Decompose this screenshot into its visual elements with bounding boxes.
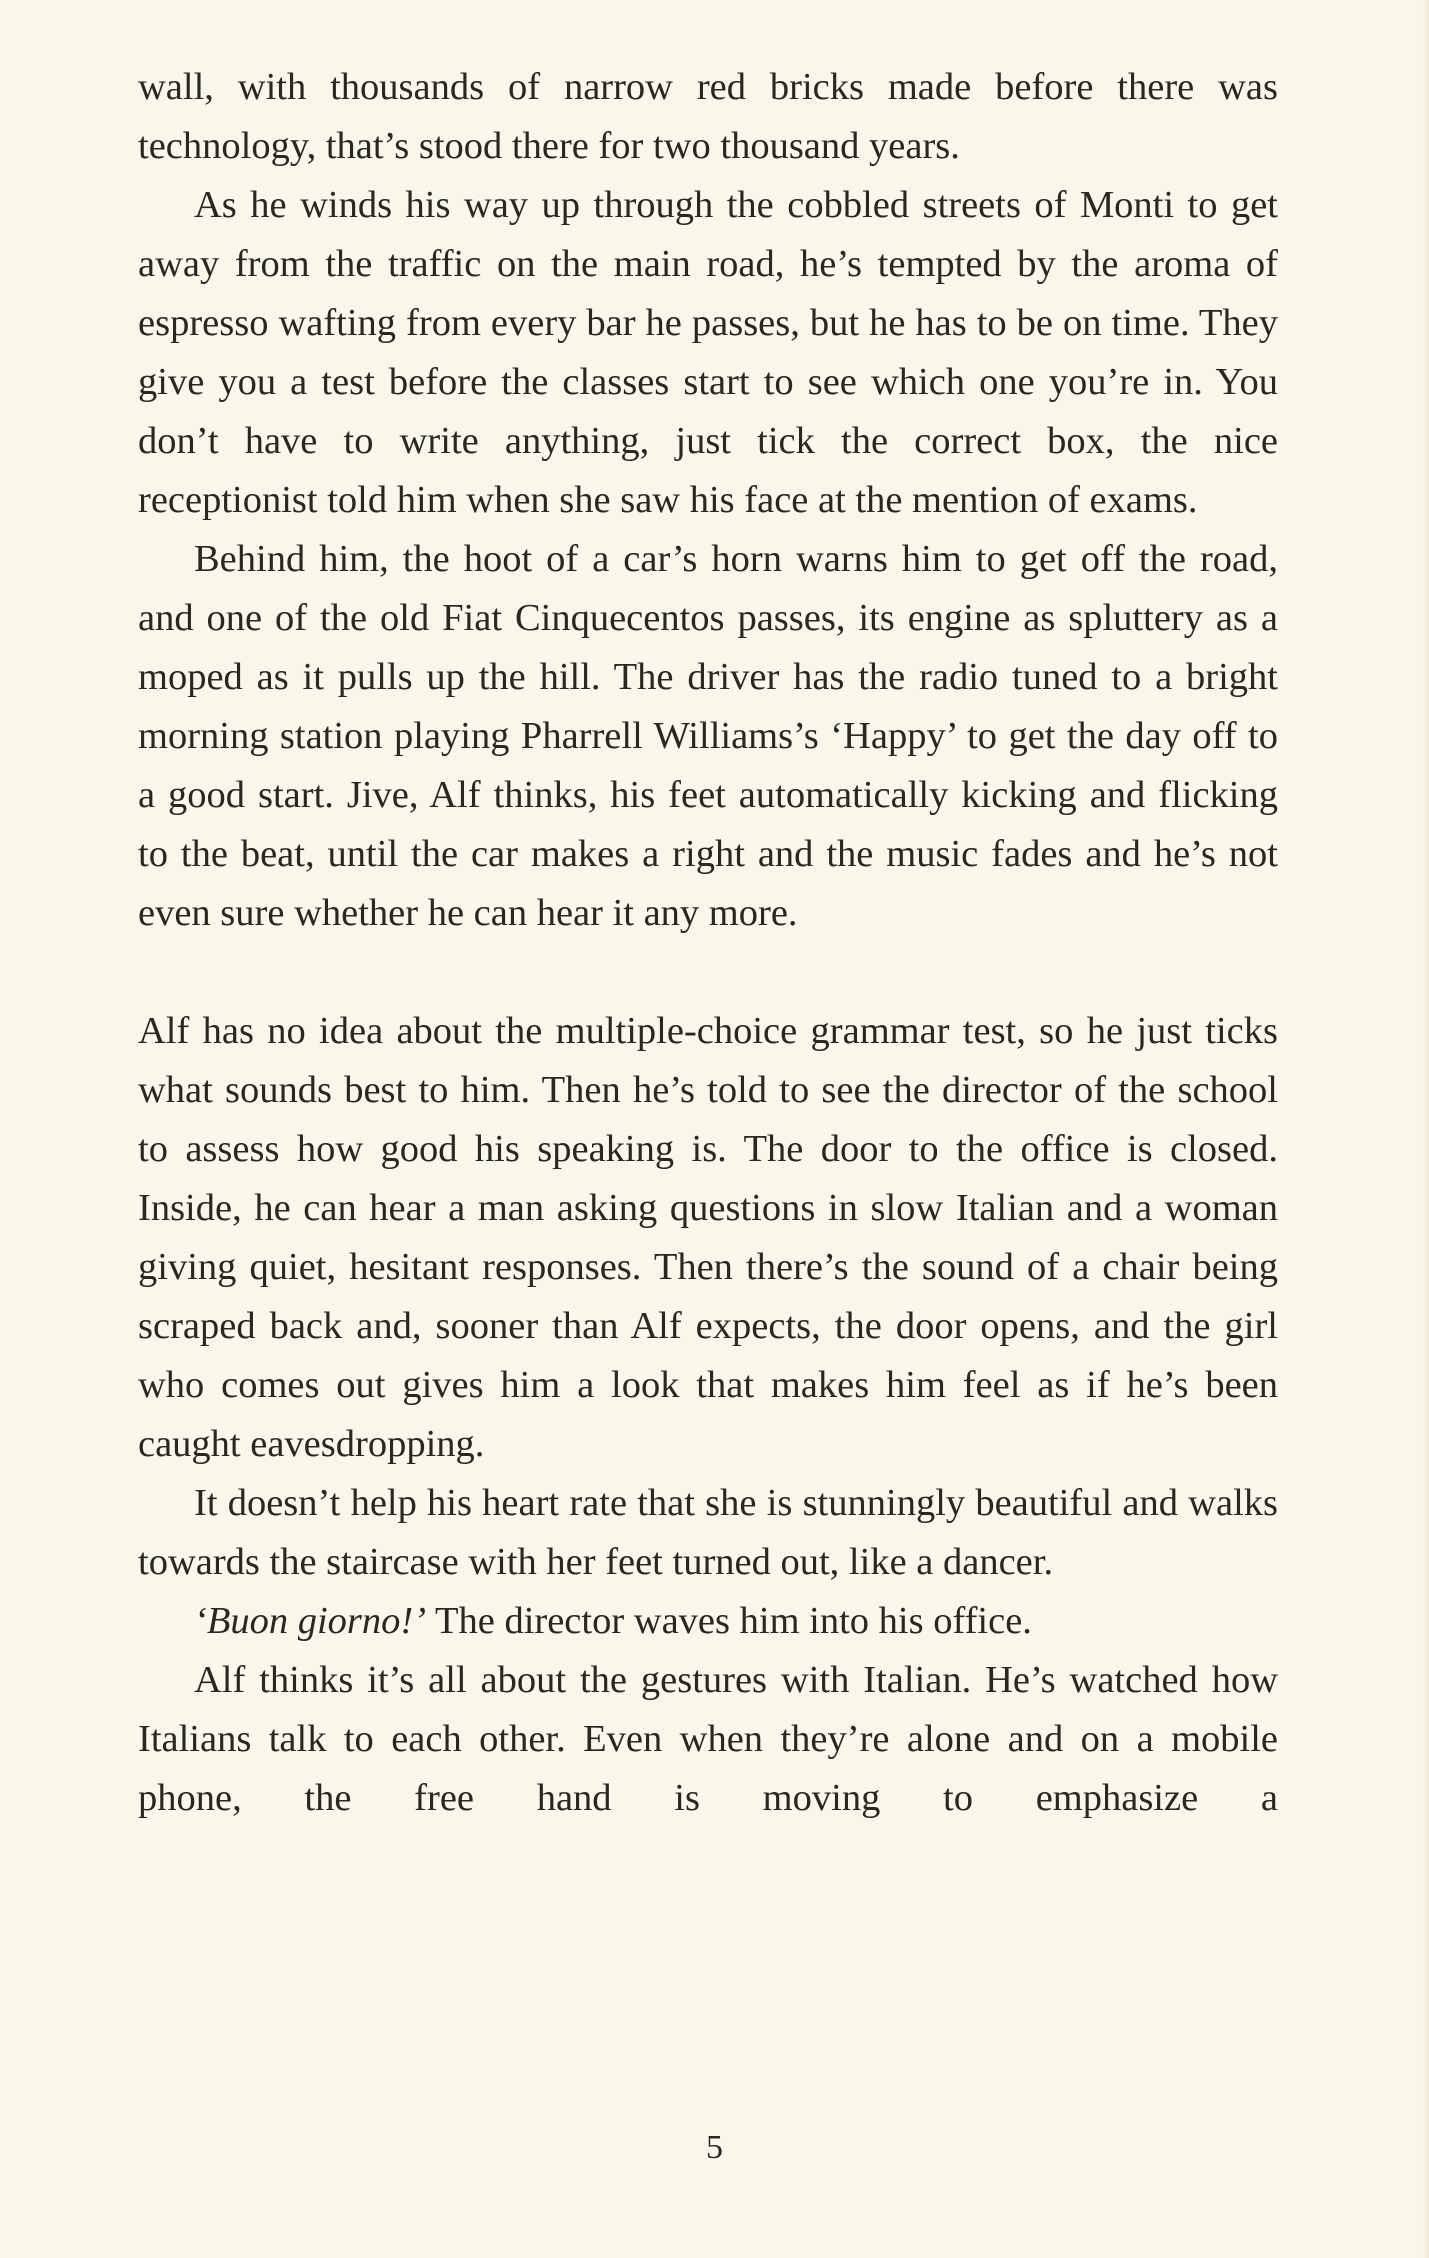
paragraph-3: Behind him, the hoot of a car’s horn warns him to get off the road, and one of the old Fiat Cinquecentos passes, its engine as spluttery as a moped as it pulls up the hill. The driver has the radio tuned to a bright morning station playing Pharrell Williams’s ‘Happy’ to get the day off to a good start. Jive, Alf thinks, his feet automatically kicking and flicking to the beat, until the car makes a right and the music fades and he’s not even sure whether he can hear it any more. — [138, 538, 1278, 934]
paragraph-4: Alf has no idea about the multiple-choice grammar test, so he just ticks what sounds best to him. Then he’s told to see the director of the school to assess how good his speaking is. The door to the office is closed. Inside, he can hear a man asking questions in slow Italian and a woman giving quiet, hesitant responses. Then there’s the sound of a chair being scraped back and, sooner than Alf expects, the door opens, and the girl who comes out gives him a look that makes him feel as if he’s been caught eavesdropping. — [138, 1010, 1278, 1465]
paragraph-7: Alf thinks it’s all about the gestures with Italian. He’s watched how Italians talk to each other. Even when they’re alone and on a mobile phone, the free hand is moving to emphasize a — [138, 1659, 1278, 1819]
paragraph-5: It doesn’t help his heart rate that she is stunningly beautiful and walks towards the staircase with her feet turned out, like a dancer. — [138, 1482, 1278, 1583]
paragraph-6 — [138, 1592, 1278, 1651]
paragraph-2: As he winds his way up through the cobbled streets of Monti to get away from the traffic on the main road, he’s tempted by the aroma of espresso wafting from every bar he passes, but he has to be on time. They give you a test before the classes start to see which one you’re in. You don’t have to write anything, just tick the correct box, the nice receptionist told him when she saw his face at the mention of exams. — [138, 184, 1278, 521]
scan-edge-shadow — [1423, 0, 1429, 2258]
paragraph-6-text: The director waves him into his office. — [426, 1600, 1032, 1642]
italic-greeting: ‘Buon giorno!’ — [194, 1600, 427, 1642]
paragraph-1: wall, with thousands of narrow red bricks made before there was technology, that’s stood there for two thousand years. — [138, 66, 1278, 167]
book-page-body — [138, 58, 1278, 1828]
page-number: 5 — [706, 2129, 723, 2166]
